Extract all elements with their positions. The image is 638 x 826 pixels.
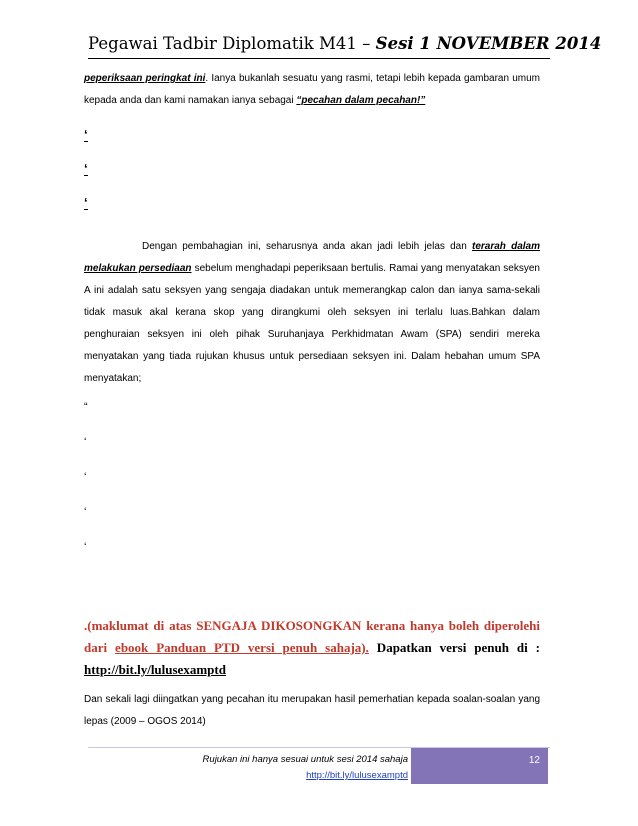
notice-text: .(maklumat di atas SENGAJA DIKOSONGKAN kerana hanya boleh diperolehi dari [84, 618, 540, 655]
quote-mark: ‘ [84, 506, 87, 518]
mark-glyph: ‘ [84, 195, 88, 210]
footer-link[interactable]: http://bit.ly/lulusexamptd [306, 770, 408, 781]
paragraph-intro [84, 68, 540, 112]
mark-glyph: ‘ [84, 161, 88, 176]
header-session: Sesi 1 NOVEMBER 2014 [375, 34, 602, 53]
quote-mark: “ [84, 401, 88, 413]
footer-note-text: Rujukan ini hanya sesuai untuk sesi 2014 sahaja [202, 754, 408, 765]
quote-mark: ‘ [84, 541, 87, 553]
placeholder-mark [84, 196, 540, 230]
page-body [84, 68, 540, 733]
page-header [88, 30, 602, 59]
notice-cta: Dapatkan versi penuh di : [368, 640, 540, 655]
paragraph-division [84, 236, 540, 390]
footer-note [160, 752, 408, 784]
division-text-start: Dengan pembahagian ini, seharusnya anda akan jadi lebih jelas dan [142, 241, 472, 252]
notice-link[interactable]: http://bit.ly/lulusexamptd [84, 662, 226, 677]
division-text-rest: sebelum menghadapi peperiksaan bertulis. Ramai yang menyatakan seksyen A ini adalah satu seksyen yang sengaja diadakan untuk memerangkap calon dan ianya sama-sekali tidak masuk akal kerana skop yang dirangkumi oleh seksyen ini terlalu luas.Bahkan dalam penghuraian seksyen ini oleh pihak Suruhanjaya Perkhidmatan Awam (SPA) sendiri mereka menyatakan yang tiada rujukan khusus untuk persediaan seksyen ini. Dalam hebahan umum SPA menyatakan; [84, 263, 540, 384]
quote-mark: ‘ [84, 436, 87, 448]
quote-list [84, 400, 540, 575]
intro-text: . Ianya bukanlah sesuatu yang rasmi, tetapi lebih kepada gambaran umum kepada anda dan kami namakan ianya sebagai [84, 73, 540, 106]
page-number-box [411, 748, 548, 784]
quote-mark: ‘ [84, 471, 87, 483]
placeholder-mark [84, 162, 540, 196]
mark-glyph: ‘ [84, 127, 88, 142]
page-number: 12 [528, 755, 540, 766]
notice-underlined: ebook Panduan PTD versi penuh sahaja). [115, 640, 369, 655]
placeholder-mark [84, 128, 540, 162]
division-emphasis: terarah dalam melakukan persediaan [84, 241, 540, 274]
intro-quote: “pecahan dalam pecahan!” [296, 95, 426, 106]
paragraph-closing: Dan sekali lagi diingatkan yang pecahan itu merupakan hasil pemerhatian kepada soalan-soalan yang lepas (2009 – OGOS 2014) [84, 694, 540, 727]
intro-emphasis: peperiksaan peringkat ini [84, 73, 206, 84]
notice-paragraph [84, 615, 540, 681]
header-title: Pegawai Tadbir Diplomatik M41 – [88, 34, 376, 53]
